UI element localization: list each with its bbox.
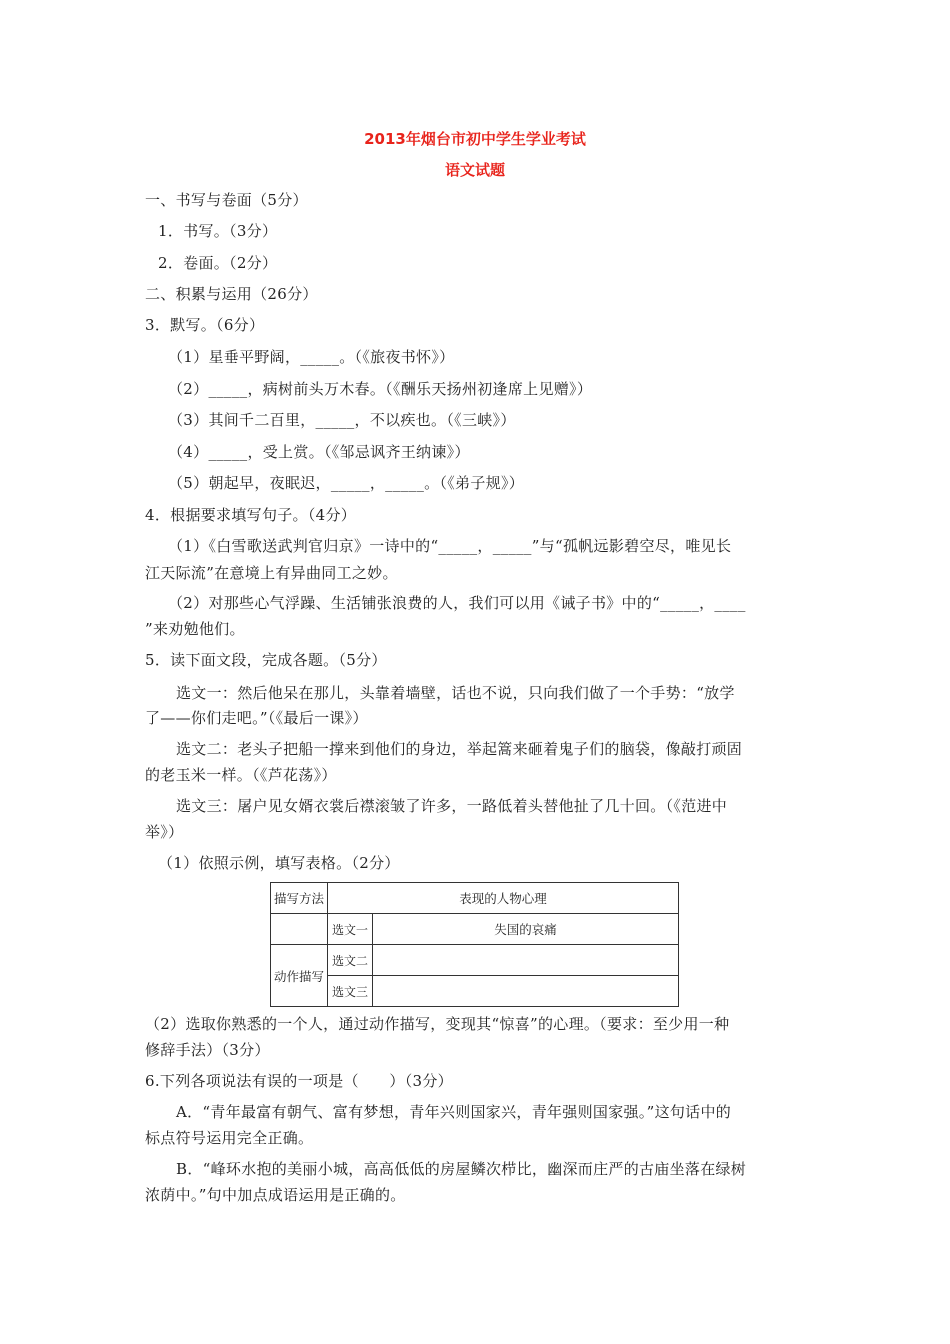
question-4-2-line2: ”来劝勉他们。 xyxy=(145,620,245,638)
question-5: 5．读下面文段，完成各题。（5分） xyxy=(145,651,387,669)
table-row-label: 选文一 xyxy=(328,914,373,945)
question-4-2-line1: （2）对那些心气浮躁、生活铺张浪费的人，我们可以用《诫子书》中的“_____，____ xyxy=(168,594,746,612)
table-cell-value: 失国的哀痛 xyxy=(373,914,679,945)
table-method-cell: 动作描写 xyxy=(271,945,328,1007)
question-5-2-line1: （2）选取你熟悉的一个人，通过动作描写，变现其“惊喜”的心理。（要求：至少用一种 xyxy=(145,1015,730,1033)
question-4-1-line2: 江天际流”在意境上有异曲同工之妙。 xyxy=(145,564,398,582)
passage-3-line2: 举》） xyxy=(145,823,184,841)
question-3-5: （5）朝起早，夜眠迟，_____，_____。（《弟子规》） xyxy=(168,474,525,492)
table-answer-cell[interactable] xyxy=(373,945,679,976)
question-4: 4．根据要求填写句子。（4分） xyxy=(145,506,357,524)
question-4-1-line1: （1）《白雪歌送武判官归京》一诗中的“_____，_____”与“孤帆远影碧空尽，唯见长 xyxy=(168,537,732,555)
option-a-line2: 标点符号运用完全正确。 xyxy=(145,1129,314,1147)
table-header-method: 描写方法 xyxy=(271,883,328,914)
exam-subtitle: 语文试题 xyxy=(444,161,505,179)
item-2: 2．卷面。（2分） xyxy=(158,254,278,272)
question-3: 3．默写。（6分） xyxy=(145,316,265,334)
option-b-line1: B．“峰环水抱的美丽小城，高高低低的房屋鳞次栉比，幽深而庄严的古庙坐落在绿树 xyxy=(176,1160,747,1178)
table-header-row xyxy=(271,883,679,914)
table-cell-empty xyxy=(271,914,328,945)
option-b-line2: 浓荫中。”句中加点成语运用是正确的。 xyxy=(145,1186,406,1204)
question-5-1: （1）依照示例，填写表格。（2分） xyxy=(158,854,400,872)
passage-1-line2: 了——你们走吧。”（《最后一课》） xyxy=(145,709,368,727)
question-6: 6.下列各项说法有误的一项是（ ）（3分） xyxy=(145,1072,453,1090)
passage-1-line1: 选文一：然后他呆在那儿，头靠着墙壁，话也不说，只向我们做了一个手势：“放学 xyxy=(176,684,735,702)
passage-3-line1: 选文三：屠户见女婿衣裳后襟滚皱了许多，一路低着头替他扯了几十回。（《范进中 xyxy=(176,797,728,815)
exam-title: 2013年烟台市初中学生学业考试 xyxy=(364,130,586,148)
table-answer-cell[interactable] xyxy=(373,976,679,1007)
passage-2-line1: 选文二：老头子把船一撑来到他们的身边，举起篙来砸着鬼子们的脑袋，像敲打顽固 xyxy=(176,740,743,758)
question-3-2: （2）_____，病树前头万木春。（《酬乐天扬州初逢席上见赠》） xyxy=(168,380,593,398)
question-5-2-line2: 修辞手法）（3分） xyxy=(145,1041,270,1059)
table-header-psychology: 表现的人物心理 xyxy=(328,883,679,914)
table-row-label: 选文三 xyxy=(328,976,373,1007)
section-1-heading: 一、书写与卷面（5分） xyxy=(145,191,308,209)
table-row-label: 选文二 xyxy=(328,945,373,976)
table-row xyxy=(271,914,679,945)
section-2-heading: 二、积累与运用（26分） xyxy=(145,285,318,303)
item-1: 1．书写。（3分） xyxy=(158,222,278,240)
question-3-4: （4）_____，受上赏。（《邹忌讽齐王纳谏》） xyxy=(168,443,470,461)
question-3-1: （1）星垂平野阔，_____。（《旅夜书怀》） xyxy=(168,348,455,366)
question-3-3: （3）其间千二百里，_____，不以疾也。（《三峡》） xyxy=(168,411,516,429)
option-a-line1: A．“青年最富有朝气、富有梦想，青年兴则国家兴，青年强则国家强。”这句话中的 xyxy=(176,1103,732,1121)
table-row xyxy=(271,945,679,976)
answer-table xyxy=(270,882,679,1007)
passage-2-line2: 的老玉米一样。（《芦花荡》） xyxy=(145,766,337,784)
table-row xyxy=(271,976,679,1007)
